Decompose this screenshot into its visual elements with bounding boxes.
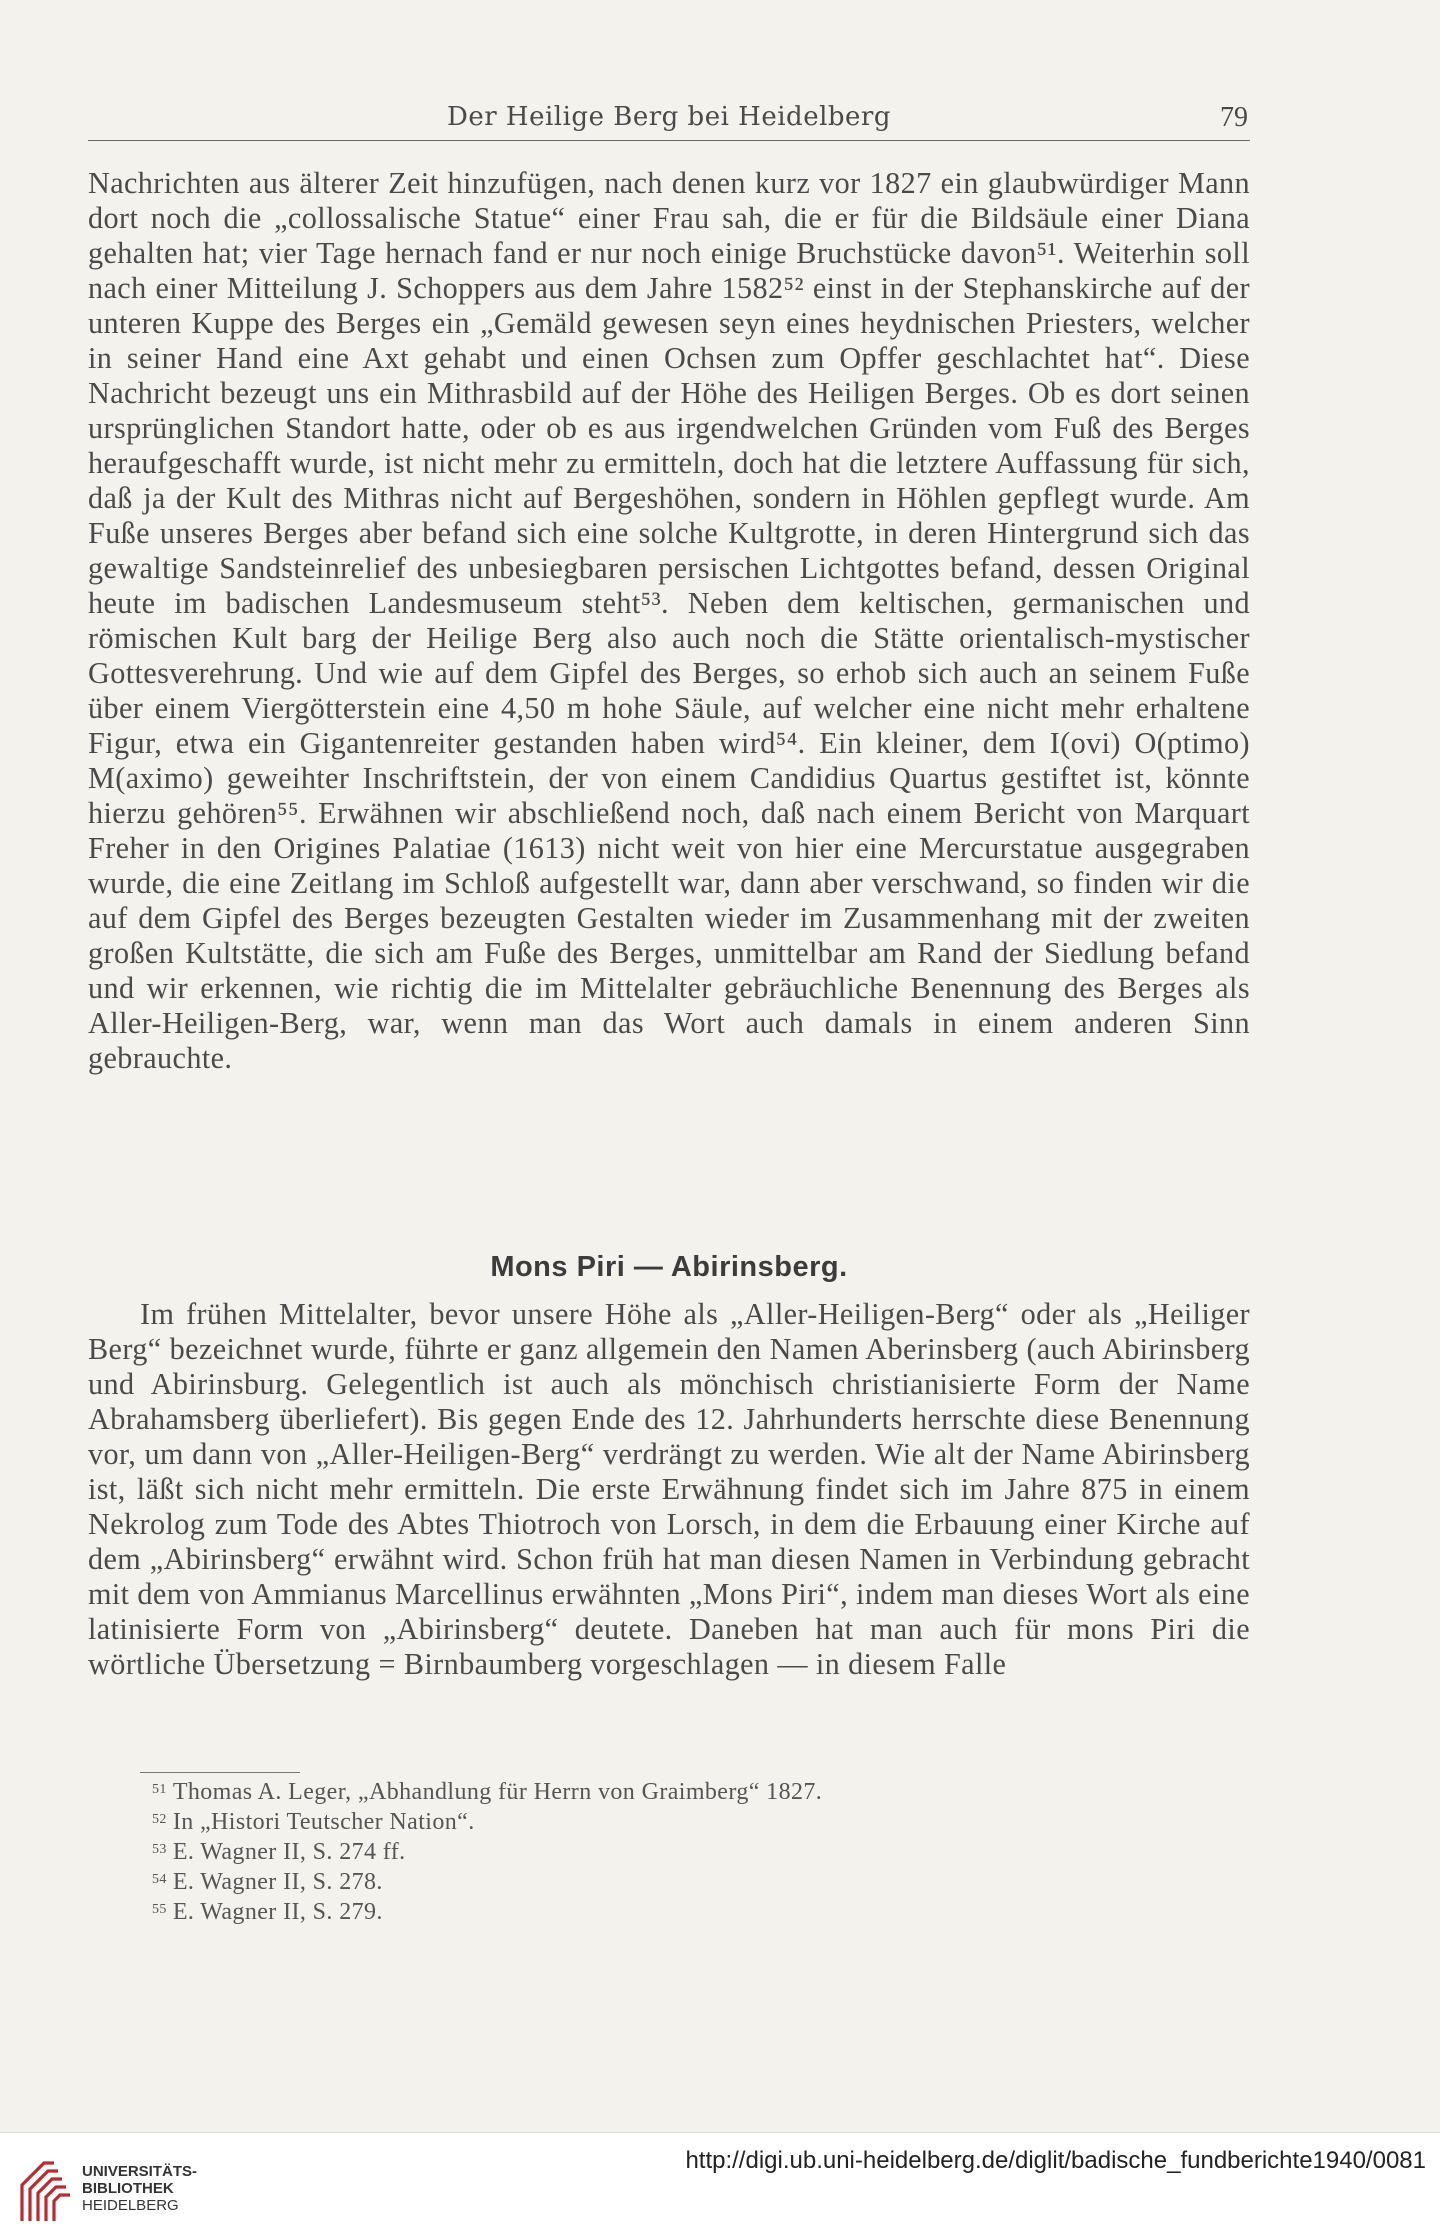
body-text-lower (88, 1297, 1250, 1682)
footnote-number: 51 (152, 1782, 167, 1797)
paragraph-1: Nachrichten aus älterer Zeit hinzufügen, nach denen kurz vor 1827 ein glaubwürdiger Mann dort noch die „collossalische Statue“ einer Frau sah, die er für die Bildsäule einer Diana gehalten hat; vier Tage hernach fand er nur noch einige Bruchstücke davon⁵¹. Weiterhin soll nach einer Mitteilung J. Schoppers aus dem Jahre 1582⁵² einst in der Stephanskirche auf der unteren Kuppe des Berges ein „Gemäld gewesen seyn eines heydnischen Priesters, welcher in seiner Hand eine Axt gehabt und einen Ochsen zum Opffer geschlachtet hat“. Diese Nachricht bezeugt uns ein Mithrasbild auf der Höhe des Heiligen Berges. Ob es dort seinen ursprünglichen Standort hatte, oder ob es aus irgendwelchen Gründen vom Fuß des Berges heraufgeschafft wurde, ist nicht mehr zu ermitteln, doch hat die letztere Auffassung für sich, daß ja der Kult des Mithras nicht auf Bergeshöhen, sondern in Höhlen gepflegt wurde. Am Fuße unseres Berges aber befand sich eine solche Kultgrotte, in deren Hintergrund sich das gewaltige Sandsteinrelief des unbesiegbaren persischen Lichtgottes befand, dessen Original heute im badischen Landesmuseum steht⁵³. Neben dem keltischen, germanischen und römischen Kult barg der Heilige Berg also auch noch die Stätte orientalisch-mystischer Gottesverehrung. Und wie auf dem Gipfel des Berges, so erhob sich auch an seinem Fuße über einem Viergötterstein eine 4,50 m hohe Säule, auf welcher eine nicht mehr erhaltene Figur, etwa ein Gigantenreiter gestanden haben wird⁵⁴. Ein kleiner, dem I(ovi) O(ptimo) M(aximo) geweihter Inschriftstein, der von einem Candidius Quartus gestiftet ist, könnte hierzu gehören⁵⁵. Erwähnen wir abschließend noch, daß nach einem Bericht von Marquart Freher in den Origines Palatiae (1613) nicht weit von hier eine Mercurstatue ausgegraben wurde, die eine Zeitlang im Schloß aufgestellt war, dann aber verschwand, so finden wir die auf dem Gipfel des Berges bezeugten Gestalten wieder im Zusammenhang mit der zweiten großen Kultstätte, die sich am Fuße des Berges, unmittelbar am Rand der Siedlung befand und wir erkennen, wie richtig die im Mittelalter gebräuchliche Benennung des Berges als Aller-Heiligen-Berg, war, wenn man das Wort auch damals in einem anderen Sinn gebrauchte. (88, 166, 1250, 1075)
running-head-title: Der Heilige Berg bei Heidelberg (447, 102, 891, 132)
footnote-number: 55 (152, 1902, 167, 1917)
body-text-upper (88, 166, 1250, 1076)
page-number: 79 (1220, 102, 1248, 133)
footnote-text: E. Wagner II, S. 279. (172, 1899, 383, 1925)
footnote-text: In „Histori Teutscher Nation“. (172, 1809, 475, 1835)
footnote-53 (152, 1836, 1152, 1866)
library-footer (0, 2132, 1440, 2240)
footnote-number: 52 (152, 1812, 167, 1827)
footnote-52 (152, 1806, 1152, 1836)
running-head (88, 100, 1250, 141)
footnote-rule (140, 1772, 300, 1773)
library-logo-icon (14, 2155, 78, 2225)
footnotes (152, 1776, 1152, 1926)
paragraph-2: Im frühen Mittelalter, bevor unsere Höhe als „Aller-Heiligen-Berg“ oder als „Heiliger Berg“ bezeichnet wurde, führte er ganz allgemein den Namen Aberinsberg (auch Abirinsberg und Abirinsburg. Gelegentlich ist auch als mönchisch christianisierte Form der Name Abrahamsberg überliefert). Bis gegen Ende des 12. Jahrhunderts herrschte diese Benennung vor, um dann von „Aller-Heiligen-Berg“ verdrängt zu werden. Wie alt der Name Abirinsberg ist, läßt sich nicht mehr ermitteln. Die erste Erwähnung findet sich im Jahre 875 in einem Nekrolog zum Tode des Abtes Thiotroch von Lorsch, in dem die Erbauung einer Kirche auf dem „Abirinsberg“ erwähnt wird. Schon früh hat man diesen Namen in Verbindung gebracht mit dem von Ammianus Marcellinus erwähnten „Mons Piri“, indem man dieses Wort als eine latinisierte Form von „Abirinsberg“ deutete. Daneben hat man auch für mons Piri die wörtliche Übersetzung = Birnbaumberg vorgeschlagen — in diesem Falle (88, 1297, 1250, 1681)
footnote-55 (152, 1896, 1152, 1926)
footnote-number: 53 (152, 1842, 167, 1857)
footnote-text: E. Wagner II, S. 278. (172, 1869, 383, 1895)
footnote-text: E. Wagner II, S. 274 ff. (172, 1839, 406, 1865)
footnote-51 (152, 1776, 1152, 1806)
source-url-link[interactable]: http://digi.ub.uni-heidelberg.de/diglit/badische_fundberichte1940/0081 (685, 2147, 1426, 2174)
footnote-number: 54 (152, 1872, 167, 1887)
footnote-54 (152, 1866, 1152, 1896)
footnote-text: Thomas A. Leger, „Abhandlung für Herrn von Graimberg“ 1827. (172, 1779, 823, 1805)
library-name: UNIVERSITÄTS- BIBLIOTHEK HEIDELBERG (82, 2163, 198, 2214)
section-heading: Mons Piri — Abirinsberg. (490, 1251, 848, 1283)
